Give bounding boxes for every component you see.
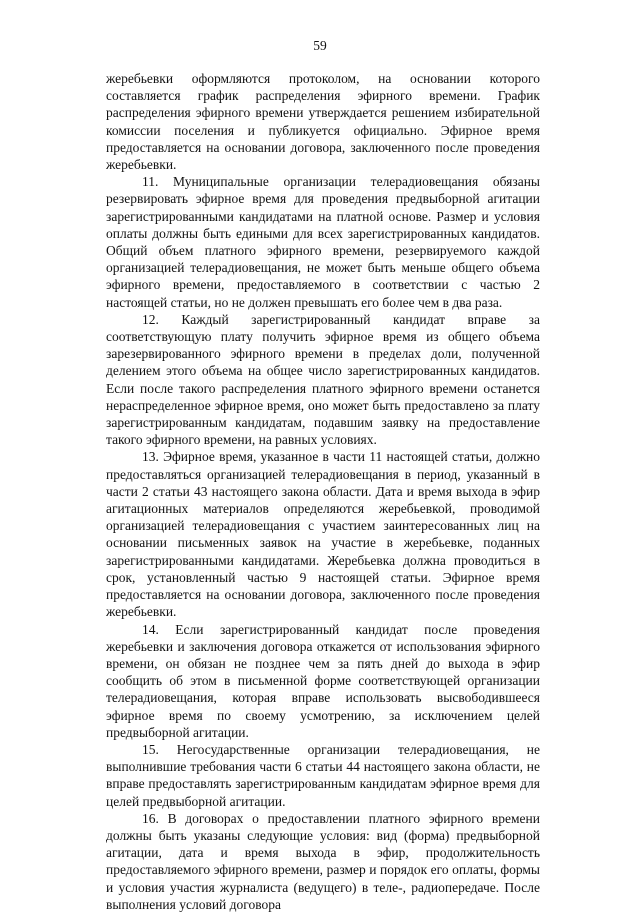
- paragraph-11: 11. Муниципальные организации телерадиовещания обязаны резервировать эфирное время для проведения предвыборной агитации зарегистрированными кандидатами на платной основе. Размер и условия оплаты должны быть едиными для всех зарегистрированных кандидатов. Общий объем платного эфирного времени, резервируемого каждой организацией телерадиовещания, не может быть меньше общего объема эфирного времени, предоставляемого в соответствии с частью 2 настоящей статьи, но не должен превышать его более чем в два раза.: [106, 174, 540, 310]
- page-number: 59: [313, 38, 327, 53]
- paragraph-13: 13. Эфирное время, указанное в части 11 настоящей статьи, должно предоставляться организацией телерадиовещания в период, указанный в части 2 статьи 43 настоящего закона области. Дата и время выхода в эфир агитационных материалов определяются жеребьевкой, проводимой организацией телерадиовещания с участием заинтересованных лиц на основании письменных заявок на участие в жеребьевке, поданных зарегистрированными кандидатами. Жеребьевка должна проводиться в срок, установленный частью 9 настоящей статьи. Эфирное время предоставляется на основании договора, заключенного после проведения жеребьевки.: [106, 449, 540, 620]
- paragraph-continuation: жеребьевки оформляются протоколом, на основании которого составляется график распределения эфирного времени. График распределения эфирного времени утверждается решением избирательной комиссии поселения и публикуется официально. Эфирное время предоставляется на основании договора, заключенного после проведения жеребьевки.: [106, 71, 540, 173]
- paragraph-12: 12. Каждый зарегистрированный кандидат вправе за соответствующую плату получить эфирное время из общего объема зарезервированного эфирного времени в пределах доли, полученной делением этого объема на общее число зарегистрированных кандидатов. Если после такого распределения платного эфирного времени останется нераспределенное эфирное время, оно может быть предоставлено за плату зарегистрированным кандидатам, подавшим заявку на предоставление такого эфирного времени, на равных условиях.: [106, 311, 540, 448]
- paragraph-14: 14. Если зарегистрированный кандидат после проведения жеребьевки и заключения договора откажется от использования эфирного времени, он обязан не позднее чем за пять дней до выхода в эфир сообщить об этом в письменной форме соответствующей организации телерадиовещания, которая вправе использовать высвободившееся эфирное время по своему усмотрению, за исключением целей предвыборной агитации.: [106, 621, 540, 740]
- document-body: [106, 70, 540, 913]
- paragraph-16: 16. В договорах о предоставлении платного эфирного времени должны быть указаны следующие условия: вид (форма) предвыборной агитации, дата и время выхода в эфир, продолжительность предоставляемого эфирного времени, размер и порядок его оплаты, формы и условия участия журналиста (ведущего) в теле-, радиопередаче. После выполнения условий договора: [106, 810, 540, 912]
- paragraph-15: 15. Негосударственные организации телерадиовещания, не выполнившие требования части 6 статьи 44 настоящего закона области, не вправе предоставлять зарегистрированным кандидатам эфирное время для целей предвыборной агитации.: [106, 741, 540, 809]
